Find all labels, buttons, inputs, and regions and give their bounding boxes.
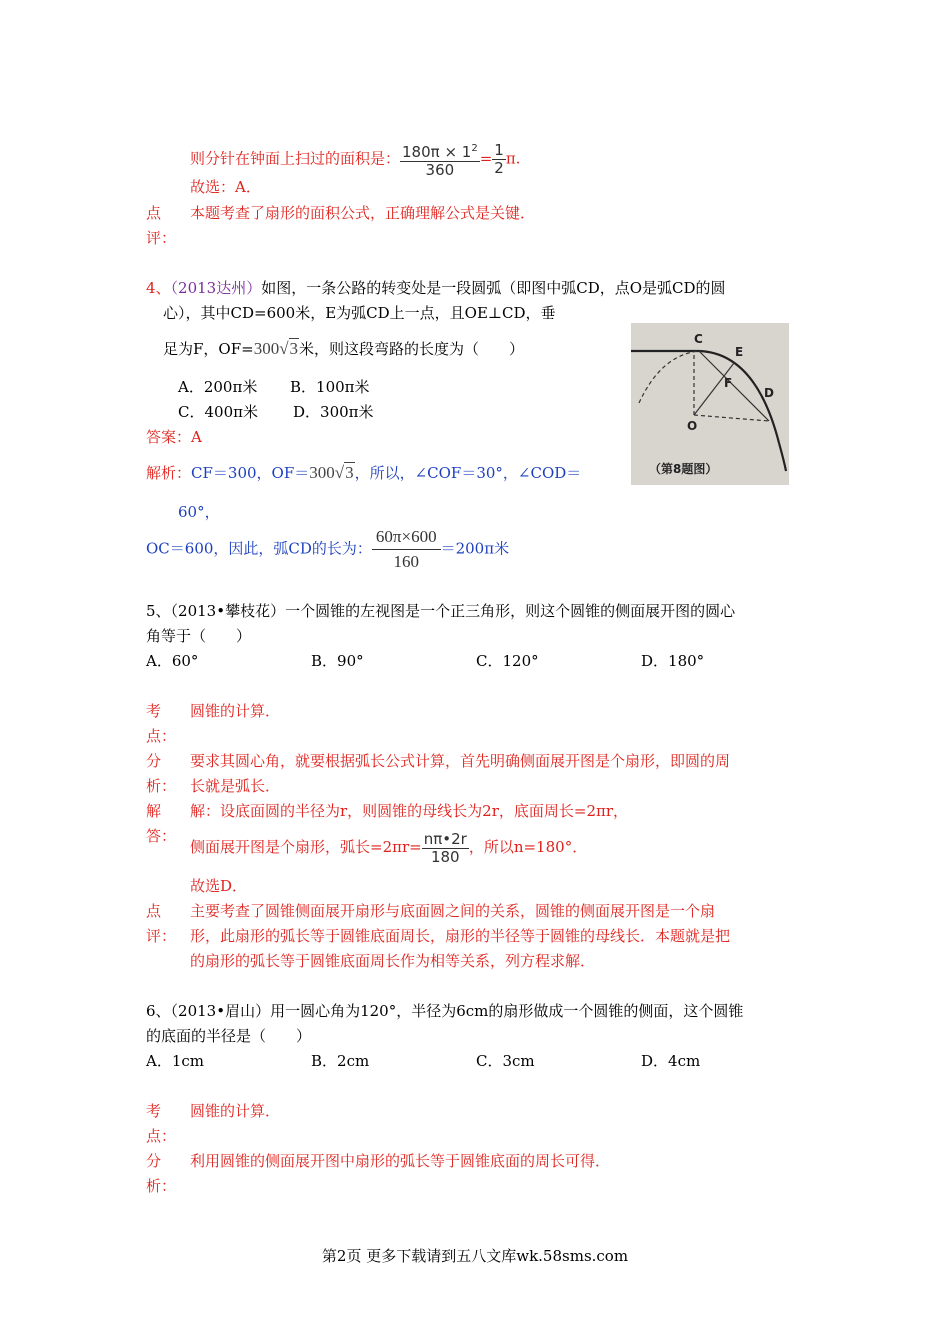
q5-kd-label-1: 考 bbox=[146, 702, 162, 720]
page-footer: 第2页 更多下载请到五八文库wk.58sms.com bbox=[321, 1247, 629, 1265]
area-text: 则分针在钟面上扫过的面积是： bbox=[190, 149, 401, 168]
q5-jd-label-2: 答： bbox=[146, 827, 177, 845]
q6-fx-text: 利用圆锥的侧面展开图中扇形的弧长等于圆锥底面的周长可得． bbox=[190, 1152, 611, 1170]
q3-comment-label-1: 点 bbox=[146, 204, 162, 222]
equals-sign: = bbox=[479, 149, 493, 168]
q5-jd-text-3: 故选D． bbox=[190, 877, 248, 895]
q4-stem-1: 如图，一条公路的转变处是一段圆弧（即图中弧CD，点O是弧CD的圆 bbox=[261, 279, 726, 297]
q5-option-a: A．60° bbox=[146, 652, 199, 670]
q5-kd-text: 圆锥的计算． bbox=[190, 702, 281, 720]
q6-option-a: A．1cm bbox=[146, 1052, 205, 1070]
q5-kd-label-2: 点： bbox=[146, 727, 177, 745]
result-fraction: $\frac{1}{2}$ bbox=[494, 141, 504, 177]
q6-fx-label-2: 析： bbox=[146, 1177, 177, 1195]
q4-analysis-line-2: 60°， bbox=[178, 503, 220, 521]
label-f: F bbox=[724, 376, 733, 390]
q5-jd-text-1: 解：设底面圆的半径为r，则圆锥的母线长为2r，底面周长=2πr， bbox=[190, 802, 629, 820]
label-o: O bbox=[687, 419, 698, 433]
q3-comment-text: 本题考查了扇形的面积公式，正确理解公式是关键． bbox=[190, 204, 536, 222]
q4-figure-photo bbox=[631, 323, 789, 485]
arc-diagram bbox=[631, 323, 789, 485]
q4-analysis-line-1: 解析：CF＝300，OF＝300√3，所以，∠COF＝30°，∠COD＝ bbox=[146, 463, 582, 482]
q5-dp-text-3: 的扇形的弧长等于圆锥底面周长作为相等关系，列方程求解． bbox=[190, 952, 596, 970]
q5-dp-label-2: 评： bbox=[146, 927, 177, 945]
q5-fx-label-2: 析： bbox=[146, 777, 177, 795]
q5-dp-label-1: 点 bbox=[146, 902, 162, 920]
figure-caption: （第8题图） bbox=[649, 462, 718, 476]
q5-jd-fraction: $\frac{n\pi•2r}{180}$ bbox=[423, 829, 467, 866]
q4-option-d: D．300π米 bbox=[293, 403, 374, 421]
q4-number: 4、 bbox=[146, 279, 171, 297]
q4-analysis-sqrt: 300√3 bbox=[309, 463, 354, 482]
q5-stem-2: 角等于（ ） bbox=[146, 627, 252, 645]
q6-kd-label-2: 点： bbox=[146, 1127, 177, 1145]
q6-kd-text: 圆锥的计算． bbox=[190, 1102, 281, 1120]
q5-dp-text-2: 形，此扇形的弧长等于圆锥底面周长，扇形的半径等于圆锥的母线长．本题就是把 bbox=[190, 927, 731, 945]
q6-stem-2: 的底面的半径是（ ） bbox=[146, 1027, 312, 1045]
q5-fx-text-1: 要求其圆心角，就要根据弧长公式计算，首先明确侧面展开图是个扇形，即圆的周 bbox=[190, 752, 731, 770]
q5-option-d: D．180° bbox=[641, 652, 705, 670]
q3-choice: 故选：A． bbox=[190, 178, 261, 196]
q5-option-b: B．90° bbox=[311, 652, 364, 670]
q4-answer: 答案：A bbox=[146, 428, 202, 446]
q4-sqrt-expr: 300√3 bbox=[253, 339, 299, 358]
label-c: C bbox=[694, 332, 703, 346]
q4-stem-2: 心），其中CD=600米，E为弧CD上一点，且OE⊥CD，垂 bbox=[163, 304, 556, 322]
q6-fx-label-1: 分 bbox=[146, 1152, 162, 1170]
q3-comment-label-2: 评： bbox=[146, 229, 177, 247]
q4-arc-fraction: $\frac{60\pi\times 600}{160}$ bbox=[372, 525, 441, 574]
q4-option-b: B．100π米 bbox=[290, 378, 370, 396]
q4-stem-line-3: 足为F，OF=300√3米，则这段弯路的长度为（ ） bbox=[163, 339, 525, 358]
result-suffix: π. bbox=[505, 149, 521, 168]
q4-analysis-line-3: OC＝600，因此，弧CD的长为： $\frac{60\pi\times 600}{160}$ ＝200π米 bbox=[146, 525, 509, 574]
q4-option-a: A．200π米 bbox=[178, 378, 258, 396]
q6-option-c: C．3cm bbox=[476, 1052, 535, 1070]
q5-fx-text-2: 长就是弧长． bbox=[190, 777, 281, 795]
area-fraction: $\frac{180\pi \times 1^2}{360}$ bbox=[400, 140, 480, 179]
q5-stem-1: 5、（2013•攀枝花）一个圆锥的左视图是一个正三角形，则这个圆锥的侧面展开图的圆心 bbox=[146, 602, 736, 620]
q5-fx-label-1: 分 bbox=[146, 752, 162, 770]
q6-option-d: D．4cm bbox=[641, 1052, 701, 1070]
q5-option-c: C．120° bbox=[476, 652, 539, 670]
label-e: E bbox=[735, 345, 744, 359]
q4-stem-line-1 bbox=[146, 278, 726, 298]
area-line bbox=[190, 140, 520, 179]
q5-jd-line-2: 侧面展开图是个扇形，弧长=2πr= $\frac{n\pi•2r}{180}$ ，所以n=180°． bbox=[190, 829, 588, 866]
q6-option-b: B．2cm bbox=[311, 1052, 370, 1070]
q6-kd-label-1: 考 bbox=[146, 1102, 162, 1120]
q5-jd-label-1: 解 bbox=[146, 802, 162, 820]
q4-analysis-label: 解析： bbox=[146, 464, 192, 482]
q6-stem-1: 6、（2013•眉山）用一圆心角为120°，半径为6cm的扇形做成一个圆锥的侧面，这个圆锥 bbox=[146, 1002, 744, 1020]
q4-option-c: C．400π米 bbox=[178, 403, 258, 421]
q5-dp-text-1: 主要考查了圆锥侧面展开扇形与底面圆之间的关系，圆锥的侧面展开图是一个扇 bbox=[190, 902, 716, 920]
label-d: D bbox=[764, 386, 774, 400]
q4-source: （2013达州） bbox=[170, 279, 262, 297]
